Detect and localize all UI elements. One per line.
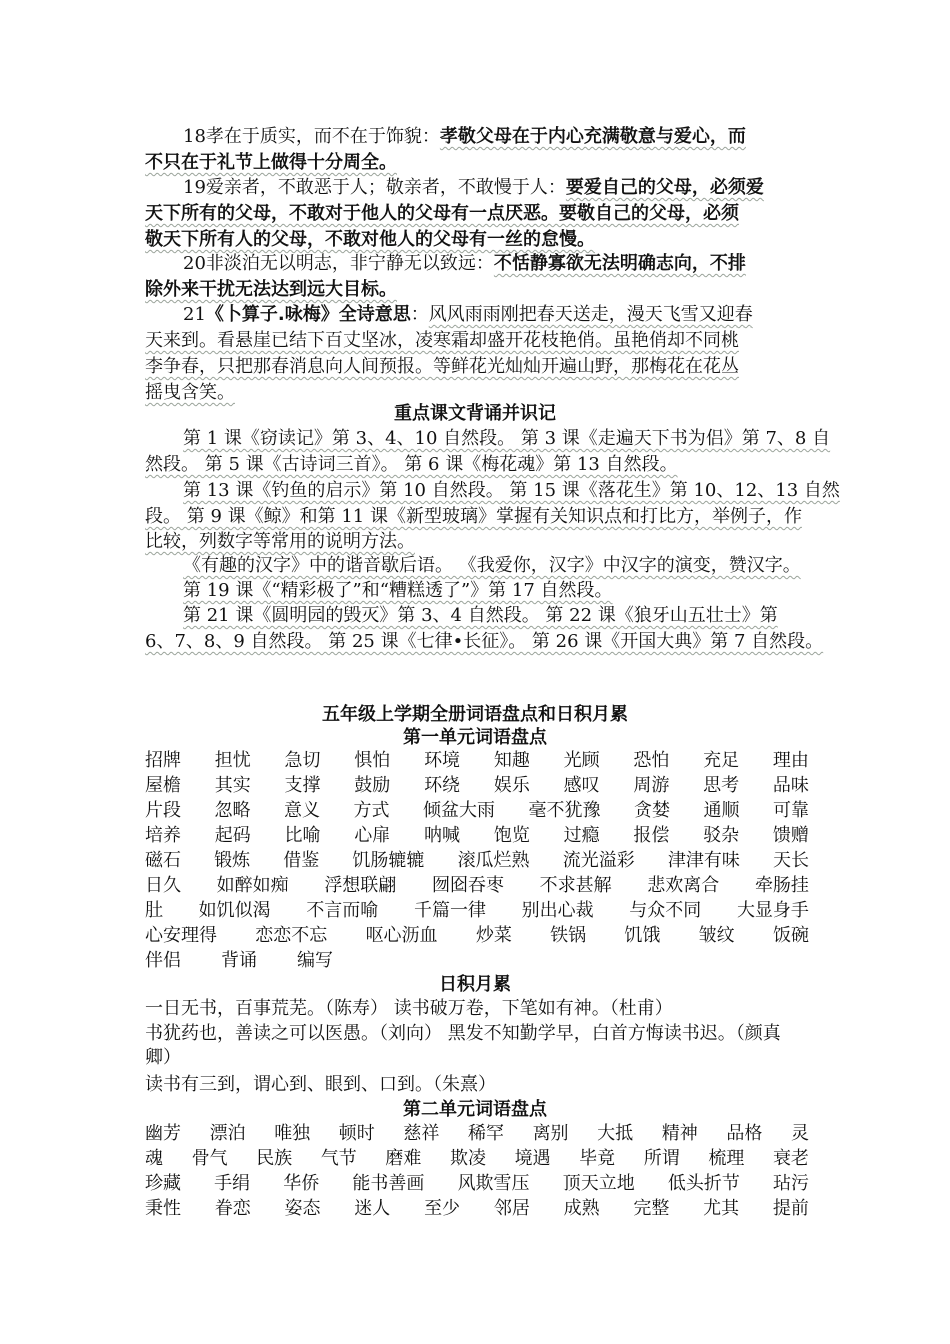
unit2-word: 顶天立地 [562,1173,635,1194]
unit1-word: 牵肠挂 [754,875,809,896]
unit1-word: 呕心沥血 [365,925,438,946]
unit1-word-row [145,748,809,774]
saying-19-quote: 19爱亲者，不敢恶于人；敬亲者，不敢慢于人： [183,177,566,198]
unit1-word: 贪婪 [634,800,670,821]
unit2-word: 气节 [320,1148,357,1169]
unit1-word: 伴侣 [145,950,181,971]
saying-19-meaning-cont: 天下所有的父母，不敢对于他人的父母有一点厌恶。要敬自己的父母，必须 [145,203,739,224]
unit1-word: 周游 [633,775,670,796]
unit1-word: 饭碗 [772,925,809,946]
unit2-word: 稀罕 [467,1123,504,1144]
unit1-word: 理由 [772,750,809,771]
unit1-word: 天长 [772,850,809,871]
unit2-word: 梳理 [708,1148,745,1169]
saying-18-meaning: 孝敬父母在于内心充满敬意与爱心，而 [439,126,746,147]
unit1-word: 报偿 [633,825,670,846]
unit1-word: 比喻 [284,825,321,846]
unit2-word: 民族 [256,1148,293,1169]
riji-line: 卿） [145,1047,181,1068]
unit1-word: 与众不同 [629,900,702,921]
poem-meaning-text: 风风雨雨刚把春天送走，漫天飞雪又迎春 [428,304,753,325]
poem-meaning-line-4: 摇曳含笑。 [145,382,235,403]
unit1-word-row [145,848,809,874]
unit1-word-row [145,798,809,824]
saying-20-quote: 20非淡泊无以明志，非宁静无以致远： [183,253,494,274]
recite-line: 段。 第 9 课《鲸》和第 11 课《新型玻璃》掌握有关知识点和打比方，举例子，作 [145,506,802,527]
poem-meaning-line-1 [183,302,753,328]
riji-line: 读书有三到，谓心到、眼到、口到。（朱熹） [145,1074,496,1095]
unit1-word: 培养 [145,825,181,846]
unit1-word: 方式 [353,800,390,821]
unit2-word: 能书善画 [352,1173,425,1194]
unit1-word: 饱览 [493,825,530,846]
unit1-word: 浮想联翩 [324,875,397,896]
unit1-word: 支撑 [284,775,321,796]
riji-line: 一日无书，百事荒芜。（陈寿） 读书破万卷，下笔如有神。（杜甫） [145,998,673,1019]
unit1-word: 可靠 [773,800,809,821]
unit1-word: 不求甚解 [539,875,612,896]
saying-19-line-1 [183,175,764,201]
riji-heading: 日积月累 [439,974,511,995]
unit2-word: 精神 [661,1123,698,1144]
recite-heading: 重点课文背诵并识记 [394,403,556,424]
recite-line: 6、7、8、9 自然段。 第 25 课《七律•长征》。 第 26 课《开国大典》第 7 自然段。 [145,631,824,652]
saying-18-quote: 18孝在于质实，而不在于饰貌： [183,126,440,147]
riji-line: 书犹药也，善读之可以医愚。（刘向） 黑发不知勤学早，白首方悔读书迟。（颜真 [145,1023,781,1044]
unit2-word: 低头折节 [667,1173,740,1194]
recite-line: 第 1 课《窃读记》第 3、4、10 自然段。 第 3 课《走遍天下书为侣》第 7、8 自 [183,428,831,449]
unit1-word: 津津有味 [667,850,740,871]
wordlist-title: 五年级上学期全册词语盘点和日积月累 [322,704,628,725]
unit1-word: 恋恋不忘 [255,925,328,946]
unit1-word: 惧怕 [354,750,391,771]
unit1-word: 别出心裁 [521,900,594,921]
unit1-word: 背诵 [221,950,257,971]
unit2-word: 衰老 [772,1148,809,1169]
recite-line: 然段。 第 5 课《古诗词三首》。 第 6 课《梅花魂》第 13 自然段。 [145,454,678,475]
unit1-word: 鼓励 [354,775,391,796]
recite-line: 第 19 课《“精彩极了”和“糟糕透了”》第 17 自然段。 [183,580,613,601]
poem-meaning-line-2: 天来到。看悬崖已结下百丈坚冰，凌寒霜却盛开花枝艳俏。虽艳俏却不同桃 [145,330,739,351]
unit1-word: 忽略 [214,800,251,821]
saying-19-meaning-end: 敬天下所有人的父母，不敢对他人的父母有一丝的怠慢。 [145,229,595,250]
unit1-word: 锻炼 [214,850,251,871]
unit2-word: 慈祥 [403,1123,440,1144]
unit1-word: 环境 [424,750,461,771]
unit1-word-row [145,873,809,899]
unit2-word: 唯独 [274,1123,311,1144]
unit2-word-row [145,1146,809,1172]
saying-18-meaning-cont: 不只在于礼节上做得十分周全。 [145,152,397,173]
unit1-word: 饥饿 [624,925,661,946]
unit1-word: 知趣 [493,750,530,771]
unit1-word: 屋檐 [145,775,181,796]
unit2-word: 秉性 [145,1198,181,1219]
unit1-word: 饥肠辘辘 [352,850,425,871]
unit1-word: 毫不犹豫 [528,800,601,821]
unit1-word: 通顺 [703,800,740,821]
unit1-word: 呐喊 [424,825,461,846]
unit2-word-row [145,1196,809,1222]
unit1-word-row [145,898,809,924]
unit1-word-row [145,923,809,949]
unit1-word-row [145,823,809,849]
unit1-word: 娱乐 [493,775,530,796]
unit2-word: 姿态 [284,1198,321,1219]
recite-line: 第 21 课《圆明园的毁灭》第 3、4 自然段。 第 22 课《狼牙山五壮士》第 [183,605,778,626]
unit1-word: 意义 [284,800,320,821]
unit1-word: 如醉如痴 [216,875,289,896]
unit2-word: 眷恋 [214,1198,251,1219]
unit1-word: 千篇一律 [413,900,486,921]
poem-title: 《卜算子.咏梅》全诗意思 [205,304,411,325]
unit2-word-row [145,1171,809,1197]
unit1-word: 心扉 [354,825,391,846]
poem-colon: ： [410,304,429,325]
unit1-word: 大显身手 [736,900,809,921]
unit2-word: 提前 [772,1198,809,1219]
unit1-word: 皱纹 [698,925,735,946]
unit2-heading: 第二单元词语盘点 [403,1099,547,1120]
unit2-word: 漂泊 [209,1123,246,1144]
saying-20-line-1 [183,251,746,277]
unit1-word: 倾盆大雨 [423,800,495,821]
unit2-word: 尤其 [703,1198,740,1219]
saying-20-meaning-cont: 除外来干扰无法达到远大目标。 [145,279,397,300]
unit2-word: 魂 [145,1148,163,1169]
unit1-word: 光顾 [563,750,600,771]
unit1-word: 不言而喻 [306,900,379,921]
recite-line: 比较，列数字等常用的说明方法。 [145,531,415,552]
unit2-word: 所谓 [643,1148,680,1169]
unit2-word: 风欺雪压 [457,1173,530,1194]
unit1-word: 起码 [214,825,251,846]
unit1-word: 借鉴 [283,850,320,871]
recite-line: 第 13 课《钓鱼的启示》第 10 自然段。 第 15 课《落花生》第 10、12、13 自然 [183,480,840,501]
unit1-word: 思考 [703,775,740,796]
unit2-word: 玷污 [772,1173,809,1194]
unit1-word: 囫囵吞枣 [431,875,504,896]
saying-19-meaning: 要爱自己的父母，必须爱 [565,177,764,198]
unit1-word: 担忧 [214,750,251,771]
unit1-word: 其实 [214,775,251,796]
unit1-word: 炒菜 [475,925,512,946]
unit2-word: 手绢 [214,1173,251,1194]
unit2-word: 迷人 [354,1198,391,1219]
unit2-word: 品格 [726,1123,763,1144]
unit2-word-row [145,1121,809,1147]
saying-19-line-2 [145,201,739,227]
unit1-word: 招牌 [145,750,181,771]
unit1-word: 感叹 [563,775,600,796]
unit2-word: 成熟 [563,1198,600,1219]
unit1-word: 过瘾 [563,825,600,846]
unit2-word: 骨气 [191,1148,228,1169]
unit1-word: 磁石 [145,850,181,871]
unit2-word: 境遇 [514,1148,551,1169]
unit1-word: 馈赠 [772,825,809,846]
unit1-word: 品味 [772,775,809,796]
unit2-word: 大抵 [597,1123,634,1144]
poem-number: 21 [183,304,206,325]
saying-18-line-2 [145,150,397,176]
poem-meaning-line-3: 李争春，只把那春消息向人间预报。等鲜花光灿灿开遍山野，那梅花在花丛 [145,356,739,377]
unit2-word: 顿时 [338,1123,375,1144]
unit1-word: 日久 [145,875,181,896]
unit2-word: 幽芳 [145,1123,181,1144]
unit1-word: 悲欢离合 [647,875,720,896]
saying-19-line-3 [145,227,595,253]
unit2-word: 磨难 [385,1148,422,1169]
unit1-word: 铁锅 [550,925,587,946]
unit2-word: 华侨 [283,1173,320,1194]
unit1-word: 心安理得 [145,925,217,946]
saying-20-meaning: 不恬静寡欲无法明确志向，不排 [493,253,746,274]
unit2-word: 邻居 [493,1198,530,1219]
unit1-word: 急切 [284,750,321,771]
unit2-word: 毕竟 [579,1148,616,1169]
unit1-word: 环绕 [424,775,461,796]
unit2-word: 离别 [532,1123,569,1144]
unit1-word: 片段 [145,800,181,821]
unit1-word-row [145,773,809,799]
unit1-word: 恐怕 [633,750,670,771]
unit1-word: 如饥似渴 [198,900,271,921]
unit2-word: 至少 [424,1198,461,1219]
saying-20-line-2 [145,277,397,303]
unit1-word-row [145,948,809,974]
unit1-word: 滚瓜烂熟 [457,850,530,871]
recite-line: 《有趣的汉字》中的谐音歇后语。 《我爱你，汉字》中汉字的演变，赞汉字。 [183,555,801,576]
saying-18-line-1 [183,124,746,150]
unit2-word: 灵 [790,1123,809,1144]
unit1-word: 充足 [703,750,740,771]
unit1-word: 肚 [145,900,163,921]
unit2-word: 欺凌 [449,1148,486,1169]
unit2-word: 完整 [633,1198,670,1219]
unit2-word: 珍藏 [145,1173,181,1194]
unit1-heading: 第一单元词语盘点 [403,727,547,748]
unit1-word: 编写 [297,950,333,971]
unit1-word: 流光溢彩 [562,850,635,871]
unit1-word: 驳杂 [703,825,740,846]
